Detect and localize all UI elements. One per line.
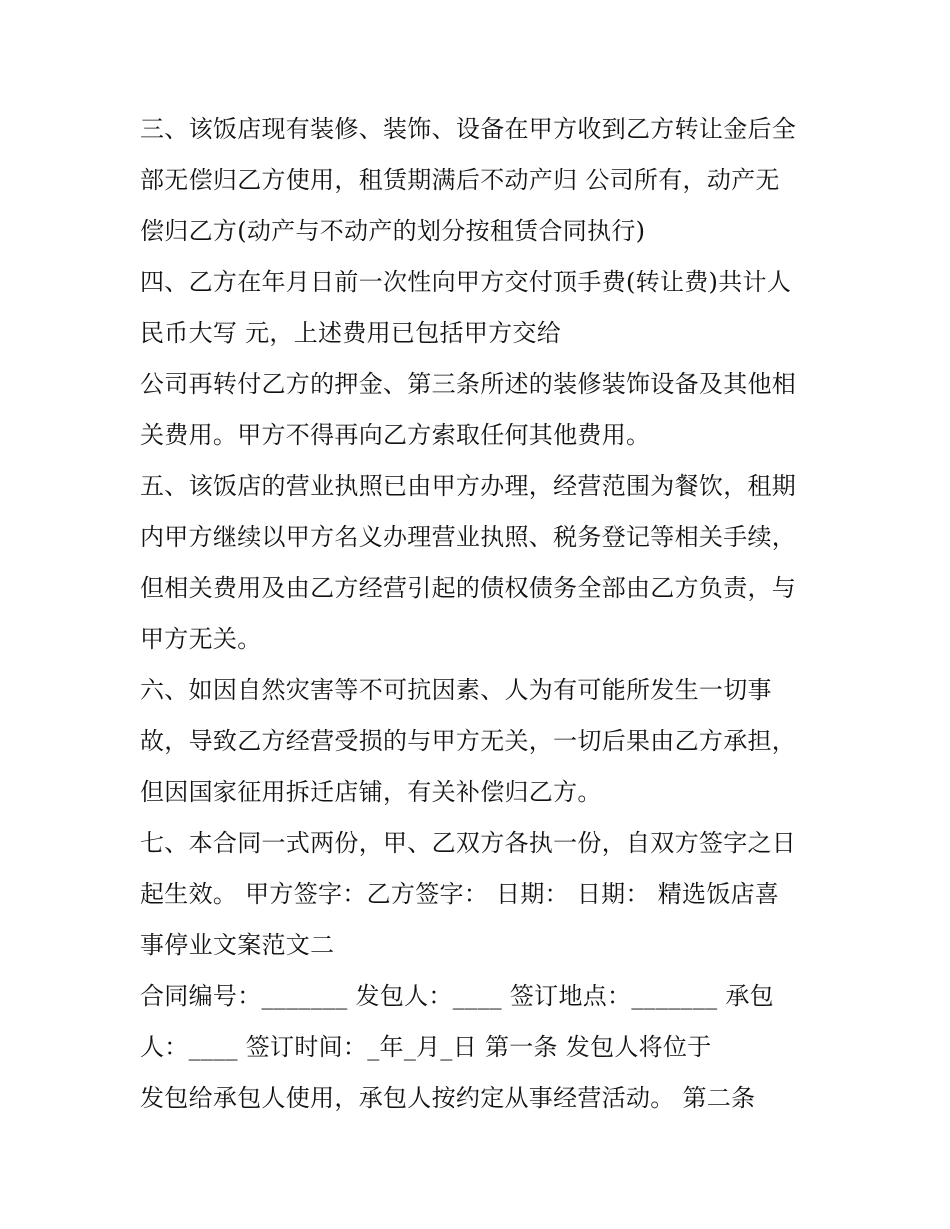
text-line-clause-3-b: 部无偿归乙方使用，租赁期满后不动产归 公司所有，动产无 xyxy=(140,166,780,194)
text-line-clause-5-d: 甲方无关。 xyxy=(140,625,262,653)
text-line-clause-5-a: 五、该饭店的营业执照已由甲方办理，经营范围为餐饮，租期 xyxy=(140,472,797,500)
text-line-contract-header-b: 人：____ 签订时间：_年_月_日 第一条 发包人将位于 xyxy=(140,1033,712,1061)
text-line-clause-6-c: 但因国家征用拆迁店铺，有关补偿归乙方。 xyxy=(140,778,602,806)
text-line-clause-3-a: 三、该饭店现有装修、装饰、设备在甲方收到乙方转让金后全 xyxy=(140,115,797,143)
text-line-clause-3-c: 偿归乙方(动产与不动产的划分按租赁合同执行) xyxy=(140,217,646,245)
text-line-clause-4-c: 公司再转付乙方的押金、第三条所述的装修装饰设备及其他相 xyxy=(140,370,797,398)
text-line-clause-6-a: 六、如因自然灾害等不可抗因素、人为有可能所发生一切事 xyxy=(140,676,772,704)
text-line-clause-7-a: 七、本合同一式两份，甲、乙双方各执一份，自双方签字之日 xyxy=(140,829,797,857)
text-line-clause-5-c: 但相关费用及由乙方经营引起的债权债务全部由乙方负责，与 xyxy=(140,574,797,602)
text-line-contract-header-a: 合同编号：_______ 发包人：____ 签订地点：_______ 承包 xyxy=(140,982,774,1010)
text-line-section-title: 事停业文案范文二 xyxy=(140,931,335,959)
text-line-clause-4-d: 关费用。甲方不得再向乙方索取任何其他费用。 xyxy=(140,421,651,449)
text-line-contract-header-c: 发包给承包人使用，承包人按约定从事经营活动。 第二条 xyxy=(140,1084,756,1112)
text-line-clause-5-b: 内甲方继续以甲方名义办理营业执照、税务登记等相关手续， xyxy=(140,523,797,551)
text-line-clause-6-b: 故，导致乙方经营受损的与甲方无关，一切后果由乙方承担， xyxy=(140,727,797,755)
text-line-clause-7-b: 起生效。 甲方签字：乙方签字： 日期： 日期： 精选饭店喜 xyxy=(140,880,780,908)
text-line-clause-4-a: 四、乙方在年月日前一次性向甲方交付顶手费(转让费)共计人 xyxy=(140,268,792,296)
text-line-clause-4-b: 民币大写 元，上述费用已包括甲方交给 xyxy=(140,319,562,347)
